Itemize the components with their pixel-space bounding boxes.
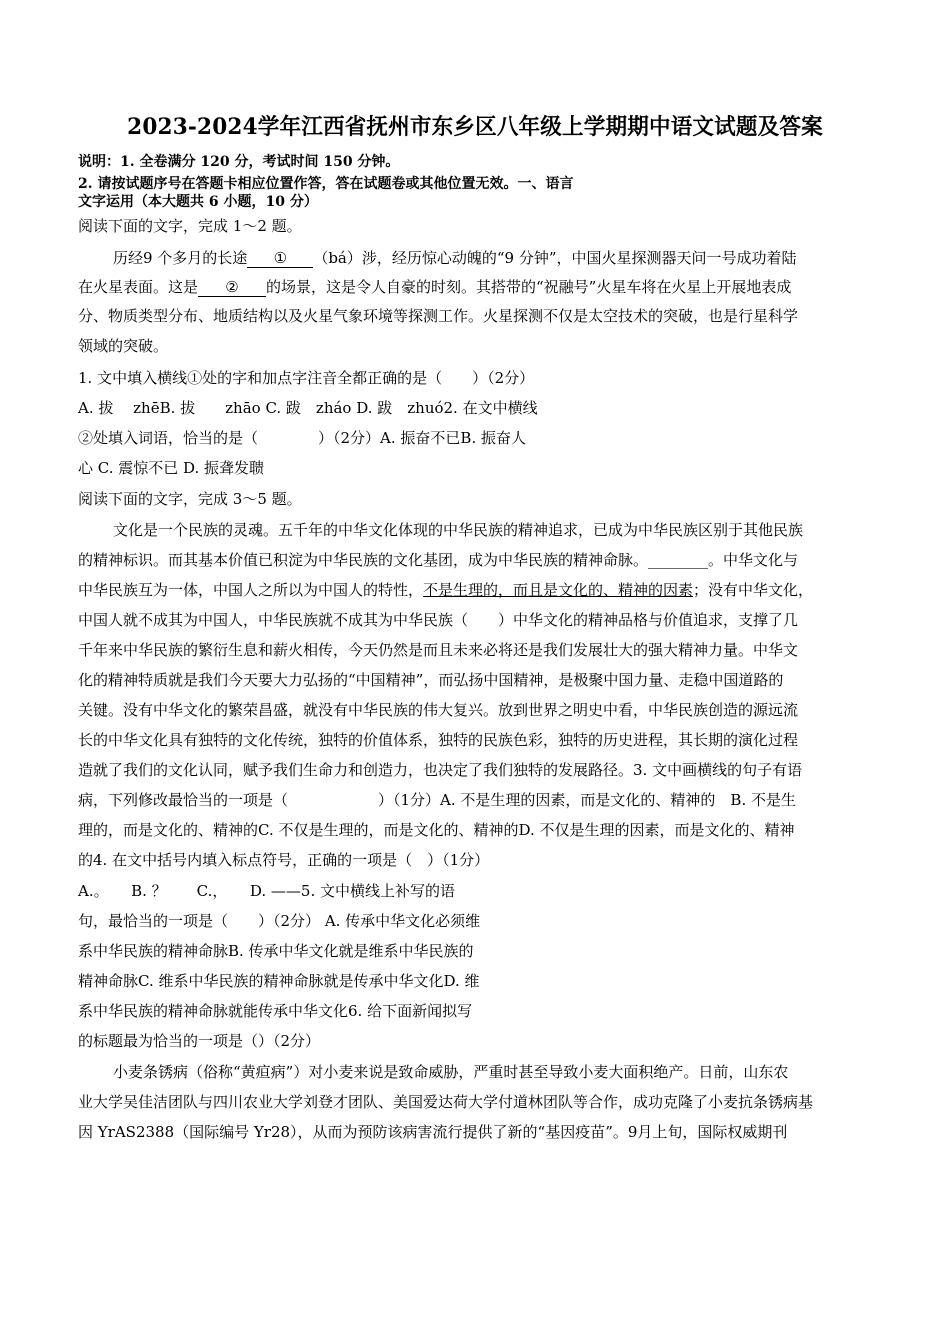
blank-2: ② — [198, 278, 266, 297]
passage2-line — [78, 550, 798, 570]
question-2-options: 心 C. 震惊不已 D. 振聋发聩 — [78, 459, 265, 477]
passage1-line3: 分、物质类型分布、地质结构以及火星气象环境等探测工作。火星探测不仅是太空技术的突破，也是行星科学 — [78, 307, 799, 325]
news-passage-line: 小麦条锈病（俗称“黄疸病”）对小麦来说是致命威胁，严重时甚至导致小麦大面积绝产。日前，山东农 — [113, 1063, 789, 1081]
passage2-line: 化的精神特质就是我们今天要大力弘扬的“中国精神”，而弘扬中国精神，是极聚中国力量、走稳中国道路的 — [78, 671, 784, 689]
question-6: 系中华民族的精神命脉就能传承中华文化6. 给下面新闻拟写 — [78, 1002, 473, 1020]
passage2-line: 造就了我们的文化认同，赋予我们生命力和创造力，也决定了我们独特的发展路径。3. 文中画横线的句子有语 — [78, 761, 803, 779]
question-2: ②处填入词语，恰当的是（ ）（2分）A. 振奋不已B. 振奋人 — [78, 429, 526, 447]
passage1-line1 — [113, 248, 797, 268]
news-passage-line: 业大学吴佳洁团队与四川农业大学刘登才团队、美国爱达荷大学付道林团队等合作，成功克隆了小麦抗条锈病基 — [78, 1093, 814, 1111]
passage2-text: 的精神标识。而其基本价值已积淀为中华民族的文化基团，成为中华民族的精神命脉。 — [78, 551, 649, 569]
passage1-text: 历经9 个多月的长途 — [113, 249, 248, 267]
passage2-line — [78, 580, 813, 600]
passage1-line2 — [78, 277, 791, 297]
passage2-line: 千年来中华民族的繁衍生息和薪火相传，今天仍然是而且未来必将还是我们发展壮大的强大精神力量。中华文 — [78, 641, 799, 659]
passage1-line4: 领域的突破。 — [78, 337, 169, 355]
passage2-line: 文化是一个民族的灵魂。五千年的中华文化体现的中华民族的精神追求，已成为中华民族区别于其他民族 — [113, 521, 804, 539]
question-3-options: 理的，而是文化的、精神的C. 不仅是生理的，而是文化的、精神的D. 不仅是生理的因素，而是文化的、精神 — [78, 821, 795, 839]
question-5: 句，最恰当的一项是（ ）（2分） A. 传承中华文化必须维 — [78, 912, 481, 930]
passage2-line: 关键。没有中华文化的繁荣昌盛，就没有中华民族的伟大复兴。放到世界之明史中看，中华民族创造的源远流 — [78, 701, 799, 719]
passage1-text: 在火星表面。这是 — [78, 278, 199, 296]
question-4-options: A.。 B. ？ C.， D. ——5. 文中横线上补写的语 — [78, 882, 455, 900]
question-6-prompt: 的标题最为恰当的一项是（）（2分） — [78, 1032, 321, 1050]
question-4: 的4. 在文中括号内填入标点符号，正确的一项是（ ）（1分） — [78, 851, 490, 869]
underlined-sentence: 不是生理的，而且是文化的、精神的因素 — [423, 581, 694, 599]
passage2-line: 长的中华文化具有独特的文化传统，独特的价值体系，独特的民族色彩，独特的历史进程，其长期的演化过程 — [78, 731, 799, 749]
page-title: 2023-2024学年江西省抚州市东乡区八年级上学期期中语文试题及答案 — [127, 114, 823, 140]
passage2-text: 。中华文化与 — [708, 551, 799, 569]
question-5-options: 精神命脉C. 维系中华民族的精神命脉就是传承中华文化D. 维 — [78, 972, 480, 990]
passage2-text: 中华民族互为一体，中国人之所以为中国人的特性， — [78, 581, 424, 599]
passage1-text: （bá）涉，经历惊心动魄的“9 分钟”，中国火星探测器天问一号成功着陆 — [313, 249, 797, 267]
question-1: 1. 文中填入横线①处的字和加点字注音全都正确的是（ ）（2分） — [78, 369, 535, 387]
question-3: 病，下列修改最恰当的一项是（ ）（1分）A. 不是生理的因素，而是文化的、精神的 B. 不是生 — [78, 791, 796, 809]
reading-intro-2: 阅读下面的文字，完成 3～5 题。 — [78, 490, 302, 508]
fill-blank: ________ — [648, 551, 709, 569]
news-passage-line: 因 YrAS2388（国际编号 Yr28），从而为预防该病害流行提供了新的“基因疫苗”。9月上旬，国际权威期刊 — [78, 1123, 788, 1141]
passage2-text: ；没有中华文化， — [693, 581, 814, 599]
question-1-options: A. 拔 zhēB. 拔 zhāo C. 跋 zháo D. 跋 zhuó2. 在文中横线 — [78, 399, 538, 417]
reading-intro-1: 阅读下面的文字，完成 1～2 题。 — [78, 217, 302, 235]
blank-1: ① — [247, 249, 313, 268]
passage2-line: 中国人就不成其为中国人，中华民族就不成其为中华民族（ ）中华文化的精神品格与价值追求，支撑了几 — [78, 611, 799, 629]
passage1-text: 的场景，这是令人自豪的时刻。其搭带的“祝融号”火星车将在火星上开展地表成 — [266, 278, 792, 296]
exam-note-3: 文字运用（本大题共 6 小题，10 分） — [78, 194, 318, 210]
exam-note-1: 说明：1. 全卷满分 120 分，考试时间 150 分钟。 — [78, 154, 400, 170]
question-5-options: 系中华民族的精神命脉B. 传承中华文化就是维系中华民族的 — [78, 942, 474, 960]
exam-note-2: 2. 请按试题序号在答题卡相应位置作答，答在试题卷或其他位置无效。一、语言 — [78, 176, 574, 192]
